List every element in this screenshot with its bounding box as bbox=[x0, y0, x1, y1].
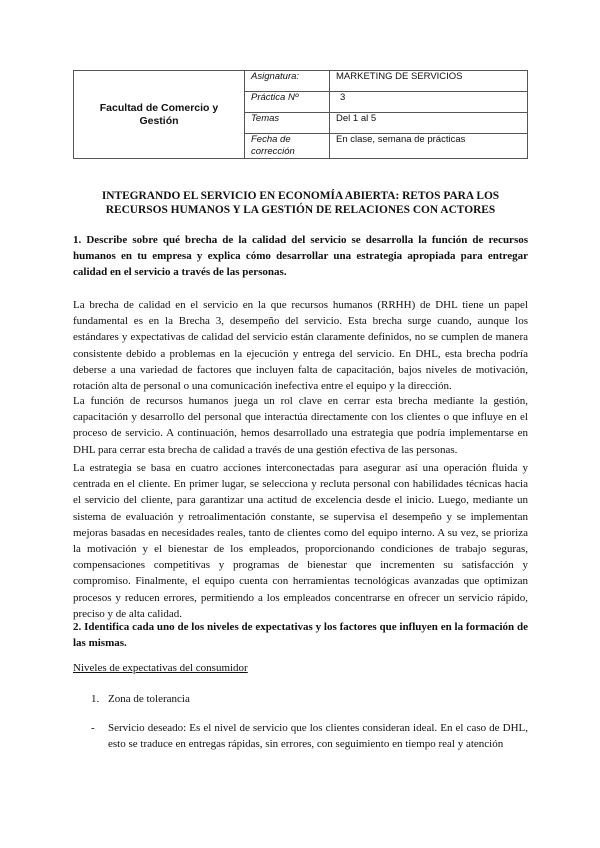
topics-value: Del 1 al 5 bbox=[330, 113, 528, 134]
paragraph-2: La función de recursos humanos juega un rol clave en cerrar esta brecha mediante la gestión, capacitación y desarrollo del personal que interactúa directamente con los clientes o que influye en el proceso de servicio. A continuación, hemos desarrollado una estrategia que podría implementarse en DHL para cerrar esta brecha de calidad a través de una gestión efectiva de las personas. bbox=[73, 395, 528, 456]
subject-label: Asignatura: bbox=[245, 71, 330, 92]
faculty-name: Facultad de Comercio y Gestión bbox=[74, 71, 245, 159]
subject-value: MARKETING DE SERVICIOS bbox=[330, 71, 528, 92]
dash-item-text: Servicio deseado: Es el nivel de servicio que los clientes consideran ideal. En el caso de DHL, esto se traduce en entregas rápidas, sin errores, con seguimiento en tiempo real y atención bbox=[108, 722, 528, 751]
dash-list-item bbox=[91, 720, 528, 752]
correction-date-label: Fecha de corrección bbox=[245, 134, 330, 159]
list-item-number: 1. bbox=[91, 693, 100, 705]
practice-label: Práctica Nº bbox=[245, 92, 330, 113]
topics-label: Temas bbox=[245, 113, 330, 134]
question-2: 2. Identifica cada uno de los niveles de expectativas y los factores que influyen en la formación de las mismas. bbox=[73, 621, 528, 649]
paragraph-3: La estrategia se basa en cuatro acciones interconectadas para asegurar así una operación fluida y centrada en el cliente. En primer lugar, se selecciona y recluta personal con habilidades técnicas hacia el servicio del cliente, para garantizar una actitud de excelencia desde el inicio. Luego, mediante un sistema de evaluación y retroalimentación constante, se supervisa el desempeño y se implementan mejoras basadas en necesidades reales, tanto de clientes como del equipo interno. A su vez, se prioriza la motivación y el bienestar de los empleados, proporcionando condiciones de trabajo seguras, compensaciones competitivas y programas de bienestar que incrementen su satisfacción y compromiso. Finalmente, el equipo cuenta con herramientas tecnológicas avanzadas que optimizan procesos y reducen errores, permitiendo a los empleados concentrarse en ofrecer un servicio rápido, preciso y de alta calidad. bbox=[73, 462, 528, 620]
question-1: 1. Describe sobre qué brecha de la calidad del servicio se desarrolla la función de recursos humanos en tu empresa y explica cómo desarrollar una estrategia apropiada para entregar calidad en el servicio a través de las personas. bbox=[73, 234, 528, 278]
paragraph-1: La brecha de calidad en el servicio en la que recursos humanos (RRHH) de DHL tiene un papel fundamental es en la Brecha 3, desempeño del servicio. Esta brecha surge cuando, aunque los estándares y expectativas de calidad del servicio están claramente definidos, no se cumplen de manera consistente debido a problemas en la ejecución y entrega del servicio. En DHL, esta brecha podría deberse a una variedad de factores que incluyen falta de capacitación, bajos niveles de motivación, rotación alta de personal o una comunicación inefectiva entre el equipo y la dirección. bbox=[73, 299, 528, 393]
practice-value: 3 bbox=[330, 92, 528, 113]
course-header-table bbox=[73, 70, 528, 159]
correction-date-value: En clase, semana de prácticas bbox=[330, 134, 528, 159]
subheading-expectation-levels: Niveles de expectativas del consumidor bbox=[73, 662, 248, 674]
list-item-text: Zona de tolerancia bbox=[108, 693, 190, 705]
dash-marker: - bbox=[91, 722, 95, 734]
document-title: INTEGRANDO EL SERVICIO EN ECONOMÍA ABIERTA: RETOS PARA LOS RECURSOS HUMANOS Y LA GESTIÓN DE RELACIONES CON ACTORES bbox=[101, 190, 500, 216]
list-item bbox=[91, 691, 190, 707]
